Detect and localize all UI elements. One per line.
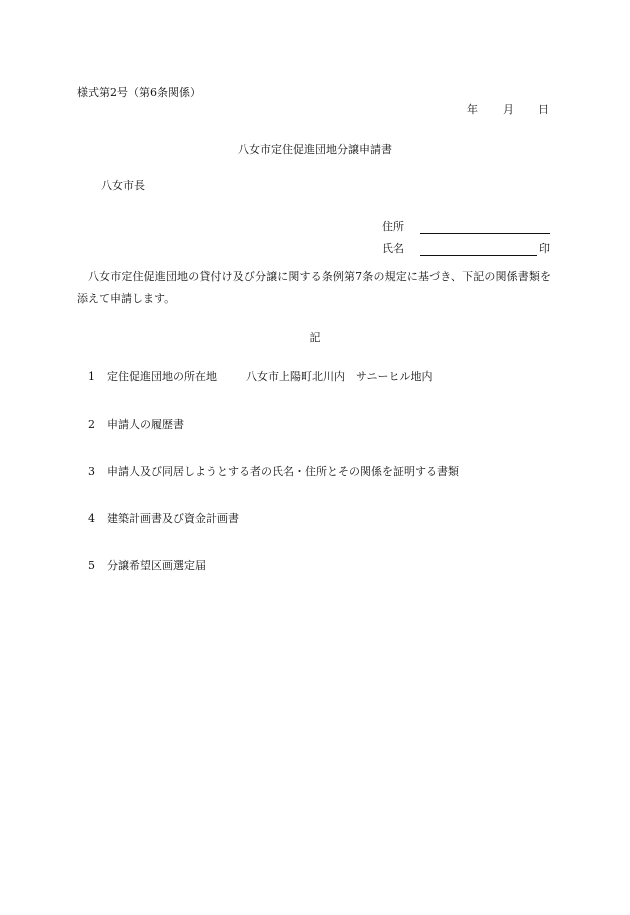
- list-item: [88, 465, 459, 479]
- date-line: [467, 103, 549, 117]
- name-field-row: [382, 242, 550, 256]
- seal-mark: 印: [539, 242, 550, 255]
- item-location: 八女市上陽町北川内 サニーヒル地内: [246, 370, 433, 383]
- list-item: [88, 512, 239, 526]
- address-label: 住所: [382, 220, 404, 233]
- item-number: 3: [88, 465, 95, 478]
- item-text: 申請人及び同居しようとする者の氏名・住所とその関係を証明する書類: [107, 465, 459, 478]
- list-item: [88, 370, 433, 384]
- item-text: 申請人の履歴書: [107, 418, 184, 431]
- item-text: 建築計画書及び資金計画書: [107, 512, 239, 525]
- name-label: 氏名: [382, 242, 404, 255]
- date-day-label: 日: [538, 103, 549, 116]
- item-number: 2: [88, 418, 95, 431]
- ki-heading: 記: [309, 331, 321, 344]
- document-title: 八女市定住促進団地分譲申請書: [238, 143, 392, 156]
- item-number: 4: [88, 512, 95, 525]
- date-year-label: 年: [467, 103, 478, 116]
- application-statement: 八女市定住促進団地の貸付け及び分譲に関する条例第7条の規定に基づき、下記の関係書類を添えて申請します。: [77, 270, 551, 305]
- address-field-row: [382, 220, 550, 234]
- list-item: [88, 559, 206, 573]
- date-month-label: 月: [503, 103, 514, 116]
- item-number: 5: [88, 559, 95, 572]
- addressee: 八女市長: [101, 179, 145, 192]
- name-input-line: [420, 243, 537, 256]
- list-item: [88, 418, 184, 432]
- form-number: 様式第2号（第6条関係）: [77, 86, 201, 99]
- item-text: 定住促進団地の所在地: [107, 370, 217, 383]
- item-text: 分譲希望区画選定届: [107, 559, 206, 572]
- item-number: 1: [88, 370, 95, 383]
- address-input-line: [420, 221, 550, 234]
